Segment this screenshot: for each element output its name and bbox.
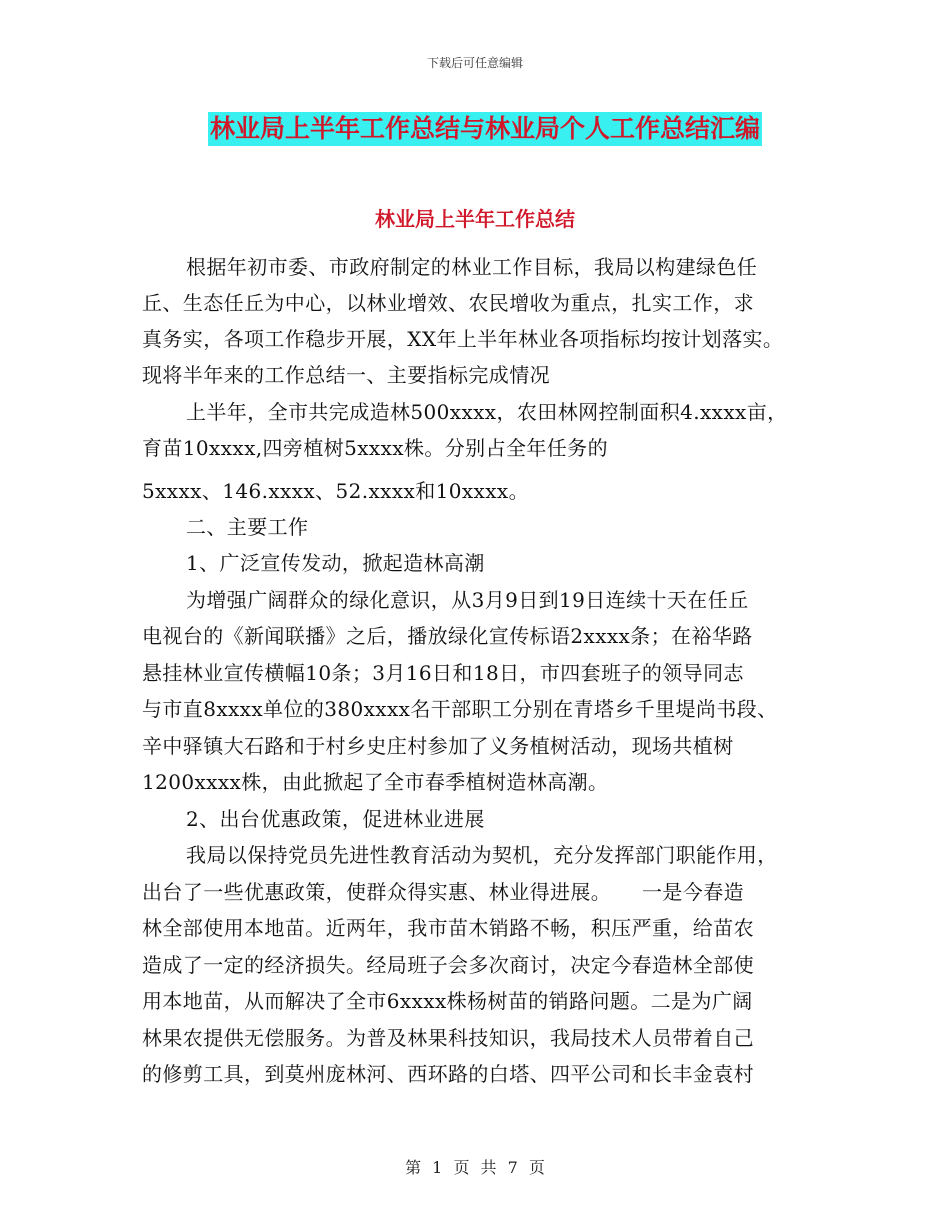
paragraph-line: 的修剪工具，到莫州庞林河、西环路的白塔、四平公司和长丰金袁村 xyxy=(142,1062,754,1086)
paragraph-line: 育苗10xxxx,四旁植树5xxxx株。分别占全年任务的 xyxy=(142,436,608,460)
paragraph-line: 5xxxx、146.xxxx、52.xxxx和10xxxx。 xyxy=(142,479,529,503)
paragraph-line: 林全部使用本地苗。近两年，我市苗木销路不畅，积压严重，给苗农 xyxy=(142,916,754,940)
document-title: 林业局上半年工作总结与林业局个人工作总结汇编 xyxy=(208,112,762,146)
paragraph-line: 真务实，各项工作稳步开展，XX年上半年林业各项指标均按计划落实。 xyxy=(142,327,784,351)
page-footer: 第 1 页 共 7 页 xyxy=(405,1158,545,1177)
paragraph-line: 1200xxxx株，由此掀起了全市春季植树造林高潮。 xyxy=(142,770,609,794)
paragraph-line: 用本地苗，从而解决了全市6xxxx株杨树苗的销路问题。二是为广阔 xyxy=(142,989,753,1013)
paragraph-line: 与市直8xxxx单位的380xxxx名干部职工分别在青塔乡千里堤尚书段、 xyxy=(142,697,778,721)
paragraph-line: 出台了一些优惠政策，使群众得实惠、林业得进展。 一是今春造 xyxy=(142,880,744,904)
paragraph-line: 辛中驿镇大石路和于村乡史庄村参加了义务植树活动，现场共植树 xyxy=(142,734,734,758)
paragraph-line: 造成了一定的经济损失。经局班子会多次商讨，决定今春造林全部使 xyxy=(142,953,754,977)
paragraph-line: 林果农提供无偿服务。为普及林果科技知识，我局技术人员带着自己 xyxy=(142,1026,754,1050)
paragraph-line: 现将半年来的工作总结一、主要指标完成情况 xyxy=(142,363,550,387)
header-note: 下载后可任意编辑 xyxy=(426,56,523,70)
paragraph-line: 根据年初市委、市政府制定的林业工作目标，我局以构建绿色任 xyxy=(186,255,758,279)
paragraph-line: 二、主要工作 xyxy=(186,515,309,539)
paragraph-line: 1、广泛宣传发动，掀起造林高潮 xyxy=(186,551,485,575)
paragraph-line: 2、出台优惠政策，促进林业进展 xyxy=(186,807,485,831)
paragraph-line: 我局以保持党员先进性教育活动为契机，充分发挥部门职能作用， xyxy=(186,843,778,867)
paragraph-line: 丘、生态任丘为中心，以林业增效、农民增收为重点，扎实工作，求 xyxy=(142,291,754,315)
section-title: 林业局上半年工作总结 xyxy=(375,207,575,231)
paragraph-line: 为增强广阔群众的绿化意识，从3月9日到19日连续十天在任丘 xyxy=(186,588,749,612)
paragraph-line: 电视台的《新闻联播》之后，播放绿化宣传标语2xxxx条；在裕华路 xyxy=(142,624,753,648)
paragraph-line: 上半年，全市共完成造林500xxxx，农田林网控制面积4.xxxx亩， xyxy=(186,400,788,424)
paragraph-line: 悬挂林业宣传横幅10条；3月16日和18日，市四套班子的领导同志 xyxy=(142,661,744,685)
